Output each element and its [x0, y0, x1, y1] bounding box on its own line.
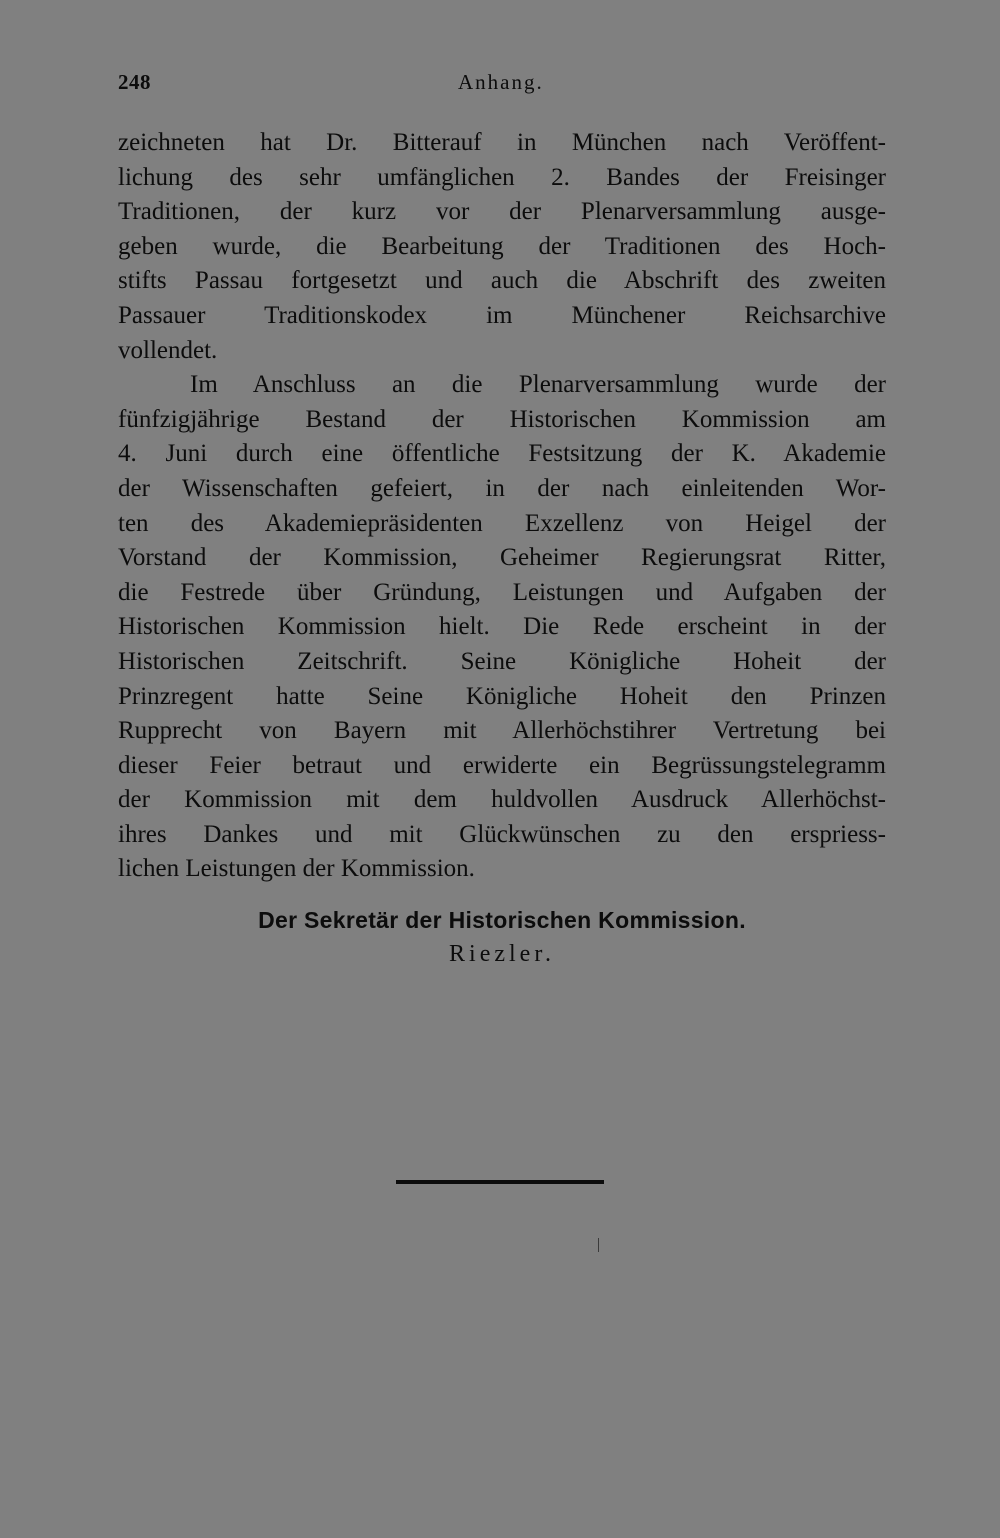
signature-title: Der Sekretär der Historischen Kommission.	[258, 907, 746, 933]
page-header	[118, 70, 886, 100]
text-line: fünfzigjährige Bestand der Historischen Kommission am	[118, 405, 886, 433]
text-line: die Festrede über Gründung, Leistungen und Aufgaben der	[118, 578, 886, 606]
text-line: der Wissenschaften gefeiert, in der nach einleitenden Wor-	[118, 474, 886, 502]
text-line: lichen Leistungen der Kommission.	[118, 855, 475, 883]
text-line: ten des Akademiepräsidenten Exzellenz von Heigel der	[118, 509, 886, 537]
page-number: 248	[118, 70, 151, 94]
text-line: Prinzregent hatte Seine Königliche Hoheit den Prinzen	[118, 682, 886, 710]
text-line: Traditionen, der kurz vor der Plenarversammlung ausge-	[118, 198, 886, 226]
text-line: Passauer Traditionskodex im Münchener Reichsarchive	[118, 301, 886, 329]
text-line: Historischen Zeitschrift. Seine Königliche Hoheit der	[118, 647, 886, 675]
scan-mark	[598, 1238, 599, 1252]
running-title: Anhang.	[458, 70, 544, 94]
text-line: vollendet.	[118, 336, 218, 364]
text-line: 4. Juni durch eine öffentliche Festsitzung der K. Akademie	[118, 440, 886, 468]
signature-name: Riezler.	[449, 941, 555, 967]
text-line: der Kommission mit dem huldvollen Ausdruck Allerhöchst-	[118, 786, 886, 814]
text-line: lichung des sehr umfänglichen 2. Bandes der Freisinger	[118, 163, 886, 191]
text-line: Vorstand der Kommission, Geheimer Regierungsrat Ritter,	[118, 544, 886, 572]
text-line: geben wurde, die Bearbeitung der Traditionen des Hoch-	[118, 232, 886, 260]
text-line: Rupprecht von Bayern mit Allerhöchstihrer Vertretung bei	[118, 717, 886, 745]
signature-block	[118, 903, 886, 971]
text-line: Im Anschluss an die Plenarversammlung wurde der	[190, 371, 886, 399]
text-line: ihres Dankes und mit Glückwünschen zu den erspriess-	[118, 820, 886, 848]
paragraph	[118, 368, 886, 887]
text-line: dieser Feier betraut und erwiderte ein Begrüssungstelegramm	[118, 751, 886, 779]
end-rule	[396, 1180, 604, 1184]
text-line: Historischen Kommission hielt. Die Rede erscheint in der	[118, 613, 886, 641]
text-line: zeichneten hat Dr. Bitterauf in München nach Veröffent-	[118, 129, 886, 156]
body-text	[118, 126, 886, 887]
paragraph	[118, 126, 886, 368]
text-line: stifts Passau fortgesetzt und auch die Abschrift des zweiten	[118, 267, 886, 295]
